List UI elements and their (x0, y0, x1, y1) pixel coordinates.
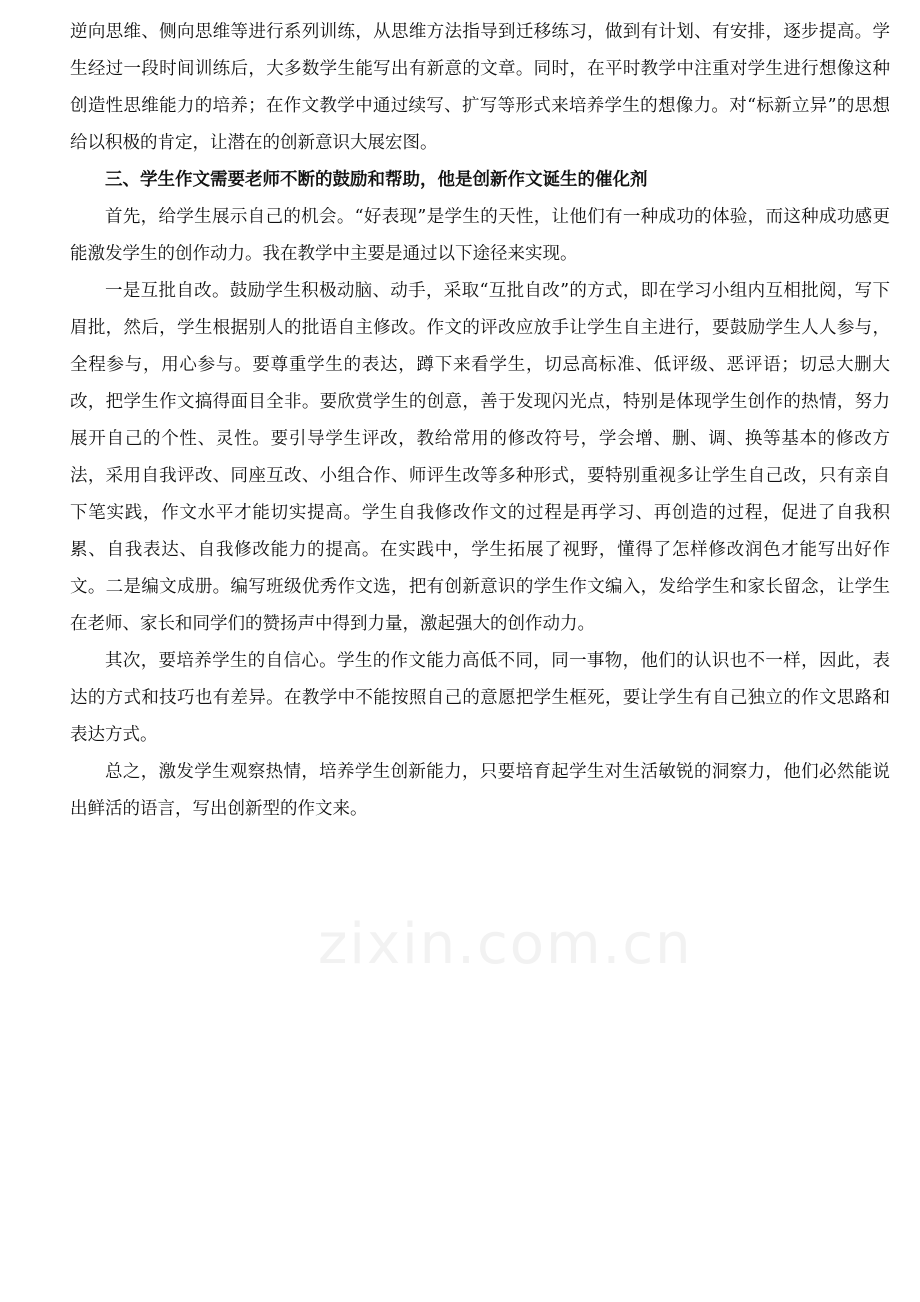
document-body (70, 14, 890, 828)
paragraph-peer-review: 一是互批自改。鼓励学生积极动脑、动手，采取“互批自改”的方式，即在学习小组内互相批阅，写下眉批，然后，学生根据别人的批语自主修改。作文的评改应放手让学生自主进行，要鼓励学生人人参与，全程参与，用心参与。要尊重学生的表达，蹲下来看学生，切忌高标准、低评级、恶评语；切忌大删大改，把学生作文搞得面目全非。要欣赏学生的创意，善于发现闪光点，特别是体现学生创作的热情，努力展开自己的个性、灵性。要引导学生评改，教给常用的修改符号，学会增、删、调、换等基本的修改方法，采用自我评改、同座互改、小组合作、师评生改等多种形式，要特别重视多让学生自己改，只有亲自下笔实践，作文水平才能切实提高。学生自我修改作文的过程是再学习、再创造的过程，促进了自我积累、自我表达、自我修改能力的提高。在实践中，学生拓展了视野，懂得了怎样修改润色才能写出好作文。二是编文成册。编写班级优秀作文选，把有创新意识的学生作文编入，发给学生和家长留念，让学生在老师、家长和同学们的赞扬声中得到力量，激起强大的创作动力。 (70, 281, 890, 634)
paragraph-conclusion: 总之，激发学生观察热情，培养学生创新能力，只要培育起学生对生活敏锐的洞察力，他们必然能说出鲜活的语言，写出创新型的作文来。 (70, 762, 890, 819)
section-heading-three: 三、学生作文需要老师不断的鼓励和帮助，他是创新作文诞生的催化剂 (105, 170, 648, 190)
paragraph-continued-thinking-training: 逆向思维、侧向思维等进行系列训练，从思维方法指导到迁移练习，做到有计划、有安排，逐步提高。学生经过一段时间训练后，大多数学生能写出有新意的文章。同时，在平时教学中注重对学生进行想像这种创造性思维能力的培养；在作文教学中通过续写、扩写等形式来培养学生的想像力。对“标新立异”的思想给以积极的肯定，让潜在的创新意识大展宏图。 (70, 22, 890, 153)
paragraph-show-opportunity: 首先，给学生展示自己的机会。“好表现”是学生的天性，让他们有一种成功的体验，而这种成功感更能激发学生的创作动力。我在教学中主要是通过以下途径来实现。 (70, 207, 890, 264)
paragraph-self-confidence: 其次，要培养学生的自信心。学生的作文能力高低不同，同一事物，他们的认识也不一样，因此，表达的方式和技巧也有差异。在教学中不能按照自己的意愿把学生框死，要让学生有自己独立的作文思路和表达方式。 (70, 651, 890, 745)
site-watermark: zixin.com.cn (318, 912, 693, 977)
